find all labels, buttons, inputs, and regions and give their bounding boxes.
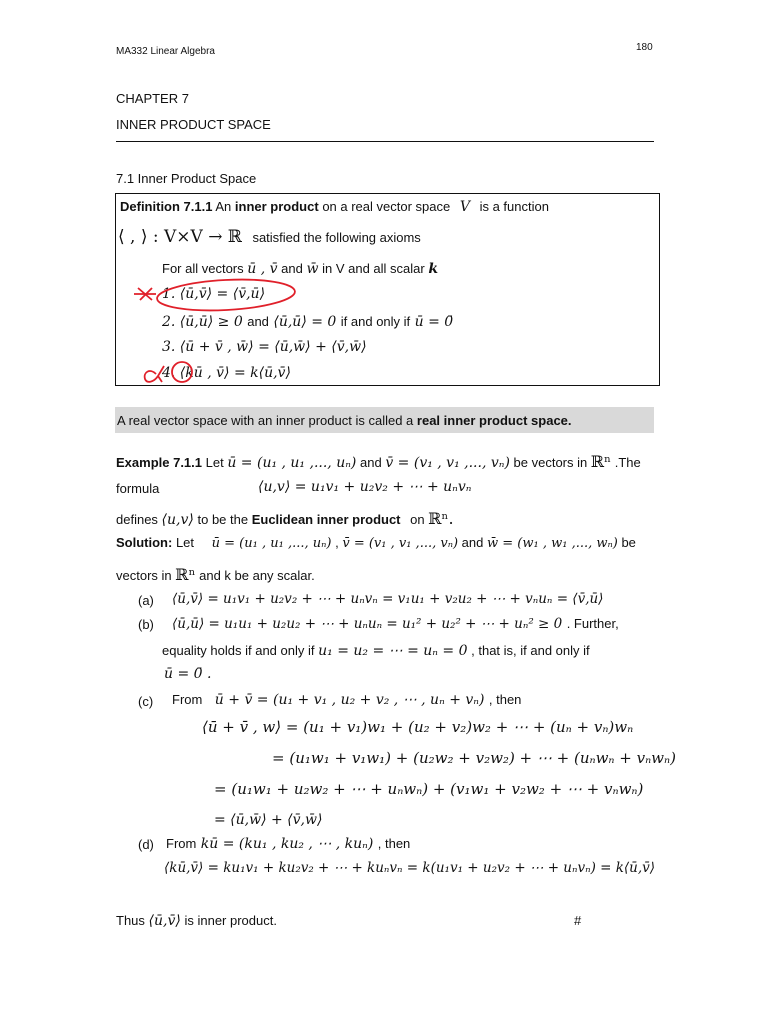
part-c-label: (c) [138, 694, 154, 709]
part-d-from: From [166, 836, 197, 851]
forall-vectors: ū , v̄ [247, 261, 278, 277]
part-d-eq0: kū = (ku₁ , ku₂ , ⋯ , kuₙ) [200, 836, 374, 852]
defines-b: to be the [197, 512, 249, 527]
course-header: MA332 Linear Algebra [116, 46, 215, 57]
chapter-label: CHAPTER 7 [116, 91, 189, 106]
solution-Rn: ℝⁿ [175, 565, 196, 584]
part-c-then: , then [488, 692, 522, 707]
note-term: real inner product space. [416, 413, 572, 428]
definition-intro-c: is a function [479, 199, 549, 214]
part-c-eq4: = ⟨ū,w̄⟩ + ⟨v̄,w̄⟩ [214, 812, 323, 828]
part-b-equation: ⟨ū,ū⟩ = u₁u₁ + u₂u₂ + ⋯ + uₙuₙ = u₁² + u₂² + ⋯ + uₙ² ≥ 0 [172, 616, 563, 632]
part-c-eq2: = (u₁w₁ + v₁w₁) + (u₂w₂ + v₂w₂) + ⋯ + (uₙwₙ + vₙwₙ) [272, 749, 676, 767]
definition-space: V [459, 199, 470, 215]
qed-mark: # [574, 913, 582, 928]
euclid-term: Euclidean inner product [251, 512, 401, 527]
solution-and: and [461, 535, 484, 550]
note-text-a: A real vector space with an inner product is called a [117, 413, 414, 428]
example-the: .The [614, 455, 641, 470]
part-b-further: . Further, [566, 616, 619, 631]
solution-comma: , [335, 535, 339, 550]
forall-k: k [428, 261, 439, 277]
example-be-vectors: be vectors in [513, 455, 588, 470]
part-b-line3: ū = 0̄ . [164, 666, 212, 682]
defines-on: on [410, 512, 425, 527]
solution-w-def: w̄ = (w₁ , w₁ ,..., wₙ) [487, 536, 618, 551]
forall-a: For all vectors [162, 261, 244, 276]
example-u-def: ū = (u₁ , u₁ ,..., uₙ) [227, 455, 357, 471]
definition-term: inner product [234, 199, 319, 214]
example-formula-word: formula [116, 481, 160, 496]
thus-uv: ⟨ū,v̄⟩ [148, 913, 181, 929]
example-formula: ⟨u,v⟩ = u₁v₁ + u₂v₂ + ⋯ + uₙvₙ [258, 479, 472, 495]
part-d-eq1: ⟨kū,v̄⟩ = ku₁v₁ + ku₂v₂ + ⋯ + kuₙvₙ = k(u₁v₁ + u₂v₂ + ⋯ + uₙvₙ) = k⟨ū,v̄⟩ [164, 860, 656, 876]
section-title: 7.1 Inner Product Space [116, 171, 257, 186]
forall-and: and [281, 261, 303, 276]
solution-vectors-in: vectors in [116, 568, 172, 583]
axiom-2-b: and [247, 314, 269, 329]
axiom-2-a: 2. ⟨ū,ū⟩ ≥ 0 [162, 314, 243, 330]
example-let: Let [205, 455, 224, 470]
part-c-eq0: ū + v̄ = (u₁ + v₁ , u₂ + v₂ , ⋯ , uₙ + vₙ) [214, 692, 485, 708]
example-v-def: v̄ = (v₁ , v₁ ,..., vₙ) [385, 455, 510, 471]
part-a-equation: ⟨ū,v̄⟩ = u₁v₁ + u₂v₂ + ⋯ + uₙvₙ = v₁u₁ + v₂u₂ + ⋯ + vₙuₙ = ⟨v̄,ū⟩ [172, 591, 604, 607]
thus-b: is inner product. [184, 913, 277, 928]
solution-v-def: v̄ = (v₁ , v₁ ,..., vₙ) [342, 536, 459, 551]
part-b-line2-b: , that is, if and only if [471, 643, 590, 658]
axiom-2-e: ū = 0̄ [414, 314, 454, 330]
annotation-alpha-axiom4 [145, 366, 164, 382]
axiom-4: 4. ⟨kū , v̄⟩ = k⟨ū,v̄⟩ [162, 365, 291, 381]
page-number: 180 [636, 42, 653, 53]
defines-uv: ⟨u,v⟩ [161, 512, 194, 528]
forall-w: w̄ [306, 261, 319, 277]
part-d-then: , then [377, 836, 411, 851]
axiom-1: 1. ⟨ū,v̄⟩ = ⟨v̄,ū⟩ [162, 286, 266, 302]
part-a-label: (a) [138, 593, 154, 608]
example-label: Example 7.1.1 [116, 455, 202, 470]
solution-u-def: ū = (u₁ , u₁ ,..., uₙ) [211, 536, 332, 551]
axiom-3: 3. ⟨ū + v̄ , w̄⟩ = ⟨ū,w̄⟩ + ⟨v̄,w̄⟩ [162, 339, 367, 355]
part-b-line2-a: equality holds if and only if [162, 643, 315, 658]
axiom-2-c: ⟨ū,ū⟩ = 0 [273, 314, 337, 330]
annotation-circle-axiom1 [156, 276, 295, 313]
definition-intro-a: An [215, 199, 232, 214]
annotation-circle-axiom4 [172, 362, 192, 382]
annotation-mark-axiom1 [134, 288, 156, 300]
function-signature: ⟨ , ⟩ : V×V → ℝ [118, 227, 242, 247]
definition-intro-b: on a real vector space [322, 199, 451, 214]
defines-a: defines [116, 512, 158, 527]
solution-be: be [621, 535, 636, 550]
defines-Rn: ℝⁿ. [428, 509, 454, 528]
solution-label: Solution: [116, 535, 173, 550]
satisfied-text: satisfied the following axioms [252, 230, 421, 245]
axiom-2-d: if and only if [340, 314, 411, 329]
part-c-eq1: ⟨ū + v̄ , w⟩ = (u₁ + v₁)w₁ + (u₂ + v₂)w₂ + ⋯ + (uₙ + vₙ)wₙ [202, 718, 634, 736]
part-b-line2-eq: u₁ = u₂ = ⋯ = uₙ = 0 [318, 643, 468, 659]
definition-label: Definition 7.1.1 [120, 199, 213, 214]
forall-b: in V and all scalar [322, 261, 425, 276]
part-c-eq3: = (u₁w₁ + u₂w₂ + ⋯ + uₙwₙ) + (v₁w₁ + v₂w₂ + ⋯ + vₙwₙ) [214, 780, 644, 798]
example-Rn: ℝⁿ [590, 452, 612, 471]
chapter-title: INNER PRODUCT SPACE [116, 117, 271, 132]
solution-let: Let [175, 535, 195, 550]
part-b-label: (b) [138, 617, 154, 632]
solution-k-any: and k be any scalar. [199, 568, 315, 583]
thus-a: Thus [116, 913, 145, 928]
part-c-from: From [172, 692, 203, 707]
part-d-label: (d) [138, 837, 154, 852]
example-and: and [359, 455, 382, 470]
